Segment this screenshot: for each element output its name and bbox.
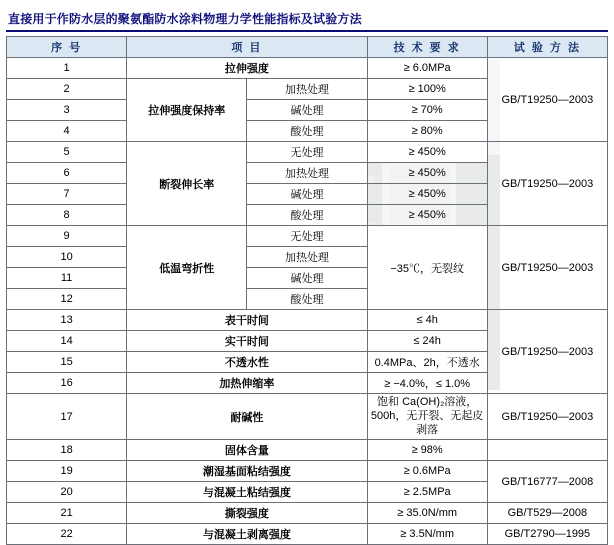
cell-index: 21	[7, 503, 127, 524]
cell-requirement: ≥ 450%	[367, 142, 487, 163]
cell-requirement: ≥ 6.0MPa	[367, 58, 487, 79]
cell-index: 4	[7, 121, 127, 142]
cell-requirement: ≥ 70%	[367, 100, 487, 121]
cell-subitem: 加热处理	[247, 79, 367, 100]
cell-requirement: ≥ −4.0%，≤ 1.0%	[367, 373, 487, 394]
cell-index: 14	[7, 331, 127, 352]
cell-index: 13	[7, 310, 127, 331]
cell-requirement: ≥ 450%	[367, 163, 487, 184]
spec-table	[6, 36, 608, 545]
cell-index: 8	[7, 205, 127, 226]
cell-item: 撕裂强度	[127, 503, 367, 524]
cell-item: 拉伸强度保持率	[127, 79, 247, 142]
col-header-item: 项 目	[127, 37, 367, 58]
cell-item: 耐碱性	[127, 394, 367, 440]
cell-method: GB/T2790—1995	[487, 524, 607, 545]
cell-requirement: ≥ 0.6MPa	[367, 461, 487, 482]
cell-subitem: 酸处理	[247, 121, 367, 142]
cell-index: 11	[7, 268, 127, 289]
table-header-row	[7, 37, 608, 58]
table-row	[7, 58, 608, 79]
cell-item: 加热伸缩率	[127, 373, 367, 394]
col-header-method: 试 验 方 法	[487, 37, 607, 58]
cell-index: 9	[7, 226, 127, 247]
cell-requirement: ≥ 3.5N/mm	[367, 524, 487, 545]
cell-requirement: ≥ 98%	[367, 440, 487, 461]
cell-index: 22	[7, 524, 127, 545]
table-row	[7, 503, 608, 524]
cell-subitem: 酸处理	[247, 205, 367, 226]
cell-index: 17	[7, 394, 127, 440]
cell-requirement: ≤ 24h	[367, 331, 487, 352]
cell-index: 18	[7, 440, 127, 461]
cell-item: 固体含量	[127, 440, 367, 461]
cell-subitem: 无处理	[247, 226, 367, 247]
cell-method: GB/T19250—2003	[487, 58, 607, 142]
cell-index: 19	[7, 461, 127, 482]
cell-item: 潮湿基面粘结强度	[127, 461, 367, 482]
table-row	[7, 394, 608, 440]
cell-subitem: 碱处理	[247, 268, 367, 289]
cell-index: 6	[7, 163, 127, 184]
cell-method: GB/T19250—2003	[487, 142, 607, 226]
cell-index: 10	[7, 247, 127, 268]
cell-item: 拉伸强度	[127, 58, 367, 79]
cell-item: 与混凝土剥离强度	[127, 524, 367, 545]
table-row	[7, 226, 608, 247]
page-title: 直接用于作防水层的聚氨酯防水涂料物理力学性能指标及试验方法	[8, 12, 362, 26]
cell-subitem: 加热处理	[247, 163, 367, 184]
table-row	[7, 142, 608, 163]
cell-index: 12	[7, 289, 127, 310]
cell-index: 16	[7, 373, 127, 394]
table-row	[7, 310, 608, 331]
cell-subitem: 酸处理	[247, 289, 367, 310]
cell-item: 低温弯折性	[127, 226, 247, 310]
cell-subitem: 碱处理	[247, 184, 367, 205]
cell-requirement: ≥ 80%	[367, 121, 487, 142]
col-header-requirement: 技 术 要 求	[367, 37, 487, 58]
cell-subitem: 碱处理	[247, 100, 367, 121]
cell-method: GB/T529—2008	[487, 503, 607, 524]
cell-index: 3	[7, 100, 127, 121]
cell-requirement: −35℃，无裂纹	[367, 226, 487, 310]
cell-requirement: ≥ 2.5MPa	[367, 482, 487, 503]
cell-index: 7	[7, 184, 127, 205]
cell-requirement: ≥ 35.0N/mm	[367, 503, 487, 524]
cell-subitem: 加热处理	[247, 247, 367, 268]
cell-requirement: ≥ 100%	[367, 79, 487, 100]
cell-item: 断裂伸长率	[127, 142, 247, 226]
cell-requirement: ≥ 450%	[367, 205, 487, 226]
cell-method: GB/T16777—2008	[487, 461, 607, 503]
cell-item: 表干时间	[127, 310, 367, 331]
cell-item: 不透水性	[127, 352, 367, 373]
cell-index: 5	[7, 142, 127, 163]
table-row	[7, 524, 608, 545]
table-row	[7, 461, 608, 482]
col-header-index: 序 号	[7, 37, 127, 58]
cell-subitem: 无处理	[247, 142, 367, 163]
cell-index: 2	[7, 79, 127, 100]
cell-item: 与混凝土粘结强度	[127, 482, 367, 503]
cell-requirement: ≥ 450%	[367, 184, 487, 205]
table-body	[7, 58, 608, 545]
cell-index: 20	[7, 482, 127, 503]
cell-requirement: 饱和 Ca(OH)₂溶液，500h，无开裂、无起皮剥落	[367, 394, 487, 440]
cell-requirement: ≤ 4h	[367, 310, 487, 331]
cell-method: GB/T19250—2003	[487, 394, 607, 440]
cell-index: 1	[7, 58, 127, 79]
cell-method: GB/T19250—2003	[487, 310, 607, 394]
cell-method: GB/T19250—2003	[487, 226, 607, 310]
cell-index: 15	[7, 352, 127, 373]
cell-requirement: 0.4MPa、2h，不透水	[367, 352, 487, 373]
title-underline	[6, 30, 608, 32]
cell-item: 实干时间	[127, 331, 367, 352]
